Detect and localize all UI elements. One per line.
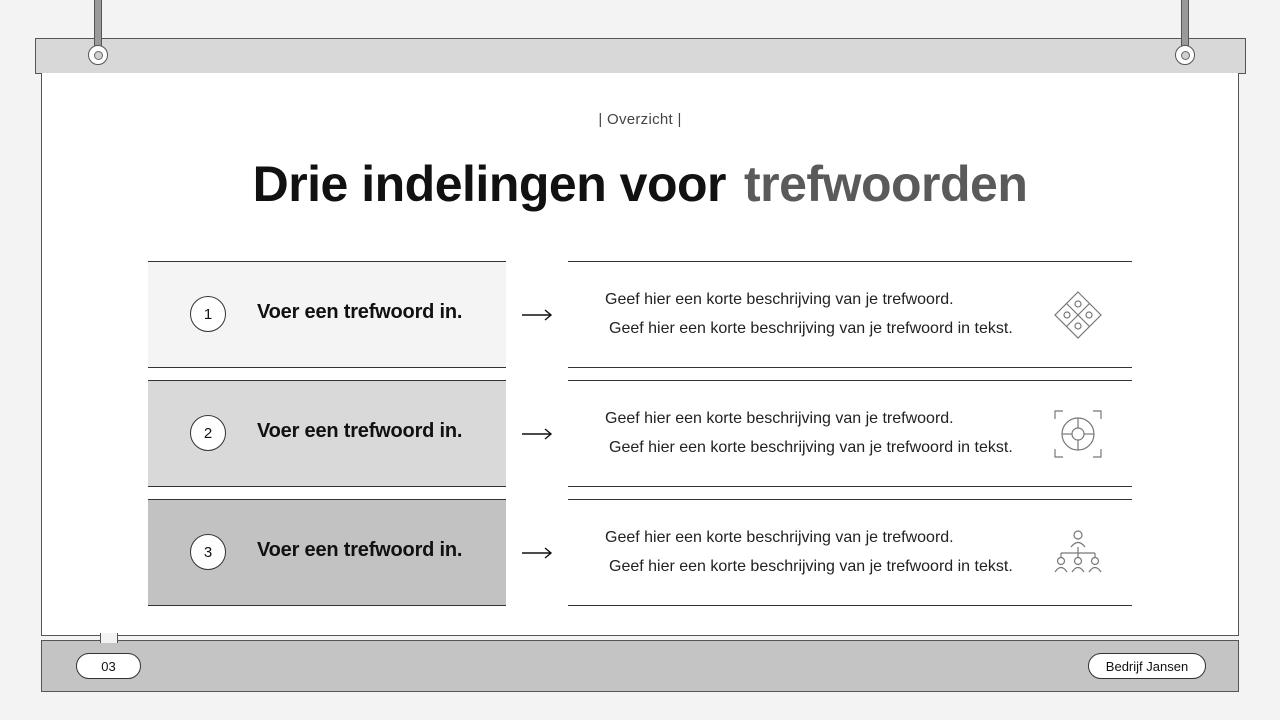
description-line-2: Geef hier een korte beschrijving van je trefwoord in tekst. bbox=[609, 439, 1013, 456]
row-label: Voer een trefwoord in. bbox=[257, 539, 463, 561]
arrow-right-icon bbox=[521, 427, 553, 441]
description-line-1: Geef hier een korte beschrijving van je trefwoord. bbox=[605, 529, 954, 546]
description-line-2: Geef hier een korte beschrijving van je trefwoord in tekst. bbox=[609, 320, 1013, 337]
row-label: Voer een trefwoord in. bbox=[257, 301, 463, 323]
description-line-2: Geef hier een korte beschrijving van je trefwoord in tekst. bbox=[609, 558, 1013, 575]
page-number-badge: 03 bbox=[76, 653, 141, 679]
description-line-1: Geef hier een korte beschrijving van je trefwoord. bbox=[605, 291, 954, 308]
description-row-2 bbox=[568, 380, 1132, 487]
row-number-badge: 2 bbox=[190, 415, 226, 451]
description-row-1 bbox=[568, 261, 1132, 368]
footer-bar bbox=[41, 640, 1239, 692]
description-line-1: Geef hier een korte beschrijving van je trefwoord. bbox=[605, 410, 954, 427]
arrow-right-icon bbox=[521, 308, 553, 322]
company-name-badge: Bedrijf Jansen bbox=[1088, 653, 1206, 679]
keyword-row-3 bbox=[148, 499, 506, 606]
card-notch bbox=[100, 633, 118, 643]
hanger-ring-right bbox=[1175, 45, 1195, 65]
description-row-3 bbox=[568, 499, 1132, 606]
target-icon bbox=[1053, 409, 1103, 459]
row-number-badge: 3 bbox=[190, 534, 226, 570]
title-main: Drie indelingen voor bbox=[252, 156, 726, 212]
section-eyebrow: | Overzicht | bbox=[598, 111, 682, 128]
keyword-row-1 bbox=[148, 261, 506, 368]
arrow-right-icon bbox=[521, 546, 553, 560]
title-accent: trefwoorden bbox=[744, 156, 1028, 212]
slide-title bbox=[0, 155, 1280, 213]
hanger-ring-left bbox=[88, 45, 108, 65]
row-label: Voer een trefwoord in. bbox=[257, 420, 463, 442]
org-chart-icon bbox=[1053, 528, 1103, 578]
top-bar bbox=[35, 38, 1246, 74]
row-number-badge: 1 bbox=[190, 296, 226, 332]
puzzle-icon bbox=[1053, 290, 1103, 340]
keyword-row-2 bbox=[148, 380, 506, 487]
